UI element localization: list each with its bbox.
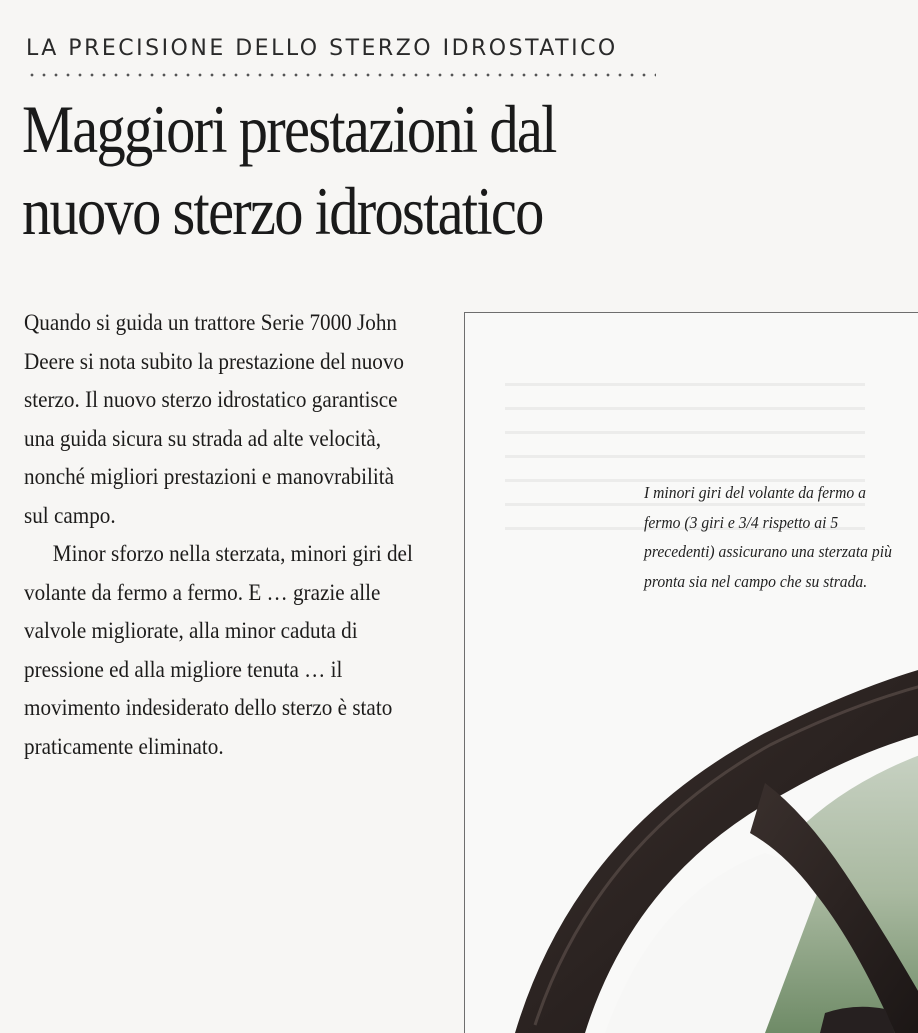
headline-line-1: Maggiori prestazioni dal xyxy=(22,91,556,167)
photo-caption: I minori giri del volante da fermo a fermo (3 giri e 3/4 rispetto ai 5 precedenti) assicurano una sterzata più pronta sia nel campo che su strada. xyxy=(644,483,892,591)
article-body xyxy=(24,304,420,766)
kicker: LA PRECISIONE DELLO STERZO IDROSTATICO xyxy=(26,36,618,61)
headline-line-2: nuovo sterzo idrostatico xyxy=(22,173,543,249)
paragraph-1: Quando si guida un trattore Serie 7000 John Deere si nota subito la prestazione del nuovo sterzo. Il nuovo sterzo idrostatico garantisce una guida sicura su strada ad alte velocità, nonché migliori prestazioni e manovrabilità sul campo. xyxy=(24,310,405,529)
dotted-rule xyxy=(26,73,656,77)
headline xyxy=(22,88,556,252)
photo-panel xyxy=(464,312,918,1033)
steering-wheel-photo xyxy=(465,313,918,1033)
paragraph-2: Minor sforzo nella sterzata, minori giri del volante da fermo a fermo. E … grazie alle valvole migliorate, alla minor caduta di pressione ed alla migliore tenuta … il movimento indesiderato dello sterzo è stato praticamente eliminato. xyxy=(24,541,413,760)
